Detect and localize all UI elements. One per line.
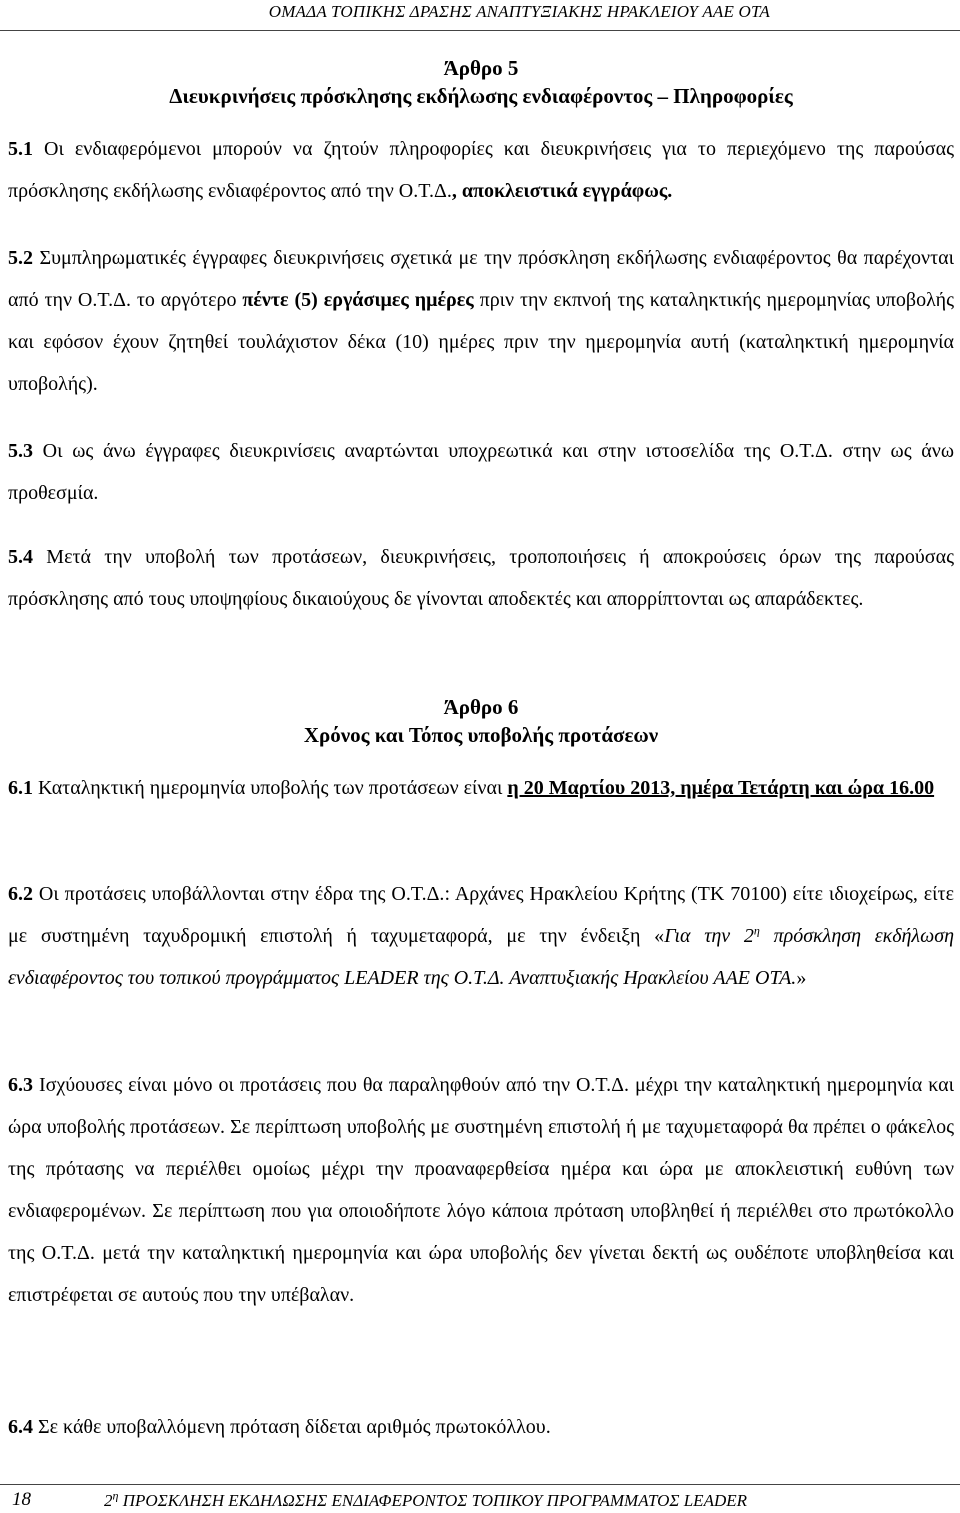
footer-text: $2^\eta$ ΠΡΟΣΚΛΗΣΗ ΕΚΔΗΛΩΣΗΣ ΕΝΔΙΑΦΕΡΟΝΤΟΣ ΤΟΠΙΚΟΥ ΠΡΟΓΡΑΜΜΑΤΟΣ LEADER bbox=[104, 1488, 747, 1510]
paragraph-5-4: 5.4 Μετά την υποβολή των προτάσεων, διευκρινήσεις, τροποποιήσεις ή αποκρούσεις όρων της παρούσας πρόσκλησης από τους υποψηφίους δικαιούχους δε γίνονται αποδεκτές και απορρίπτονται ως απαράδεκτες. bbox=[8, 546, 954, 610]
header-text: ΟΜΑΔΑ ΤΟΠΙΚΗΣ ΔΡΑΣΗΣ ΑΝΑΠΤΥΞΙΑΚΗΣ ΗΡΑΚΛΕΙΟΥ ΑΑΕ ΟΤΑ bbox=[268, 2, 770, 21]
paragraph-6-2: 6.2 Οι προτάσεις υποβάλλονται στην έδρα της Ο.Τ.Δ.: Αρχάνες Ηρακλείου Κρήτης (ΤΚ 70100) είτε ιδιοχείρως, είτε με συστημένη ταχυδρομική επιστολή ή ταχυμεταφορά, με την ένδειξη «Για την $2^\eta$ πρόσκληση εκδήλωση ενδιαφέροντος του τοπικού προγράμματος LEADER της Ο.Τ.Δ. Αναπτυξιακής Ηρακλείου ΑΑΕ ΟΤΑ.» bbox=[8, 883, 954, 989]
page-footer bbox=[0, 1484, 960, 1513]
paragraph-6-4: 6.4 Σε κάθε υποβαλλόμενη πρόταση δίδεται αριθμός πρωτοκόλλου. bbox=[8, 1416, 551, 1438]
paragraph-6-1: 6.1 Καταληκτική ημερομηνία υποβολής των προτάσεων είναι η 20 Μαρτίου 2013, ημέρα Τετάρτη και ώρα 16.00 bbox=[8, 777, 935, 799]
paragraph-5-2: 5.2 Συμπληρωματικές έγγραφες διευκρινήσεις σχετικά με την πρόσκληση εκδήλωσης ενδιαφέροντος θα παρέχονται από την Ο.Τ.Δ. το αργότερο πέντε (5) εργάσιμες ημέρες πριν την εκπνοή της καταληκτικής ημερομηνίας υποβολής και εφόσον έχουν ζητηθεί τουλάχιστον δέκα (10) ημέρες πριν την ημερομηνία αυτή (καταληκτική ημερομηνία υποβολής). bbox=[8, 247, 954, 395]
paragraph-number: 5.4 bbox=[8, 546, 33, 568]
paragraph-6-3: 6.3 Ισχύουσες είναι μόνο οι προτάσεις που θα παραληφθούν από την Ο.Τ.Δ. μέχρι την καταληκτική ημερομηνία και ώρα υποβολής προτάσεων. Σε περίπτωση υποβολής με συστημένη επιστολή ή με ταχυμεταφορά θα πρέπει ο φάκελος της πρότασης να περιέλθει ομοίως μέχρι την προαναφερθείσα ημέρα και ώρα με αποκλειστική ευθύνη των ενδιαφερομένων. Σε περίπτωση που για οποιοδήποτε λόγο κάποια πρόταση υποβληθεί ή περιέλθει στο πρωτόκολλο της Ο.Τ.Δ. μετά την καταληκτική ημερομηνία και ώρα υποβολής δεν γίνεται δεκτή ως ουδέποτε υποβληθείσα και επιστρέφεται σε αυτούς που την υπέβαλαν. bbox=[8, 1074, 954, 1306]
paragraph-number: 5.1 bbox=[8, 138, 33, 160]
paragraph-number: 5.3 bbox=[8, 440, 33, 462]
paragraph-5-3: 5.3 Οι ως άνω έγγραφες διευκρινίσεις αναρτώνται υποχρεωτικά και στην ιστοσελίδα της Ο.Τ.Δ. στην ως άνω προθεσμία. bbox=[8, 440, 954, 504]
paragraph-number: 6.1 bbox=[8, 777, 33, 799]
paragraph-number: 6.3 bbox=[8, 1074, 33, 1096]
paragraph-number: 6.4 bbox=[8, 1416, 33, 1438]
paragraph-number: 6.2 bbox=[8, 883, 33, 905]
paragraph-number: 5.2 bbox=[8, 247, 33, 269]
paragraph-5-1: 5.1 Οι ενδιαφερόμενοι μπορούν να ζητούν πληροφορίες και διευκρινήσεις για το περιεχόμενο της παρούσας πρόσκλησης εκδήλωσης ενδιαφέροντος από την Ο.Τ.Δ., αποκλειστικά εγγράφως. bbox=[8, 138, 954, 202]
page-header bbox=[0, 0, 960, 31]
article-6-heading: Άρθρο 6 bbox=[443, 695, 519, 719]
article-6-title: Χρόνος και Τόπος υποβολής προτάσεων bbox=[303, 723, 659, 747]
article-5-title: Διευκρινήσεις πρόσκλησης εκδήλωσης ενδιαφέροντος – Πληροφορίες bbox=[169, 84, 793, 108]
page-number: 18 bbox=[12, 1489, 31, 1510]
deadline-date: η 20 Μαρτίου 2013, ημέρα Τετάρτη και ώρα 16.00 bbox=[507, 777, 935, 799]
article-5-heading: Άρθρο 5 bbox=[443, 56, 519, 80]
